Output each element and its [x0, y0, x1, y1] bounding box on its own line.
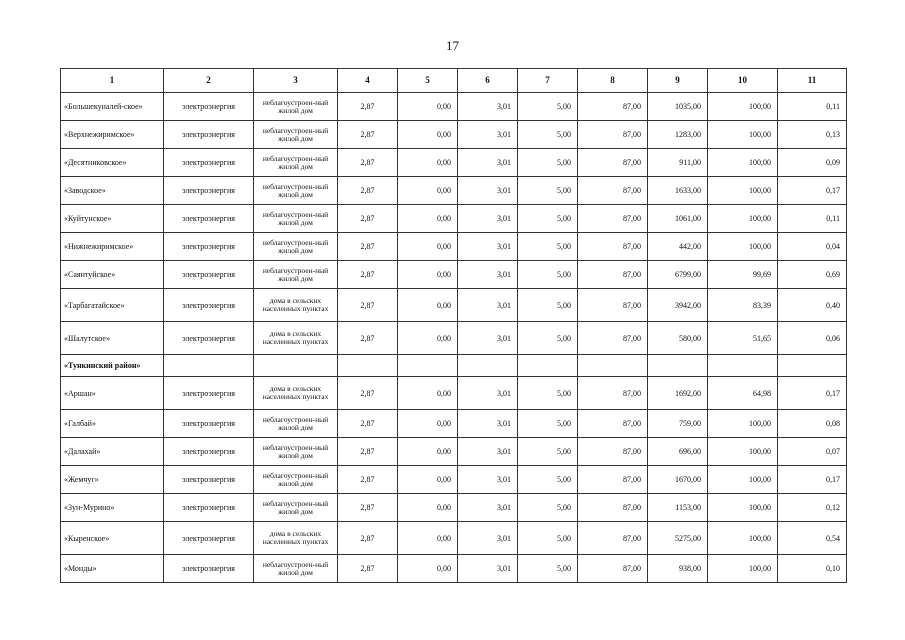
- value-cell-v7: 5,00: [518, 261, 578, 289]
- housing-type-cell: неблагоустроен-ный жилой дом: [254, 121, 338, 149]
- value-cell-v7: 5,00: [518, 205, 578, 233]
- value-cell-v5: 0,00: [398, 149, 458, 177]
- value-cell-v8: 87,00: [578, 205, 648, 233]
- value-cell-v5: 0,00: [398, 522, 458, 555]
- value-cell-v5: 0,00: [398, 494, 458, 522]
- value-cell-v5: 0,00: [398, 121, 458, 149]
- value-cell-v6: 3,01: [458, 410, 518, 438]
- value-cell-v8: 87,00: [578, 149, 648, 177]
- value-cell-v8: 87,00: [578, 121, 648, 149]
- resource-cell: электроэнергия: [164, 261, 254, 289]
- value-cell-v7: 5,00: [518, 410, 578, 438]
- value-cell-v10: 100,00: [708, 522, 778, 555]
- empty-cell: [708, 355, 778, 377]
- housing-type-cell: неблагоустроен-ный жилой дом: [254, 494, 338, 522]
- housing-type-cell: неблагоустроен-ный жилой дом: [254, 233, 338, 261]
- value-cell-v10: 100,00: [708, 177, 778, 205]
- value-cell-v9: 696,00: [648, 438, 708, 466]
- value-cell-v9: 1061,00: [648, 205, 708, 233]
- table-row: [61, 233, 847, 261]
- column-header: 8: [578, 69, 648, 93]
- value-cell-v5: 0,00: [398, 555, 458, 583]
- settlement-cell: «Зун-Мурино»: [61, 494, 164, 522]
- value-cell-v11: 0,13: [778, 121, 847, 149]
- value-cell-v9: 911,00: [648, 149, 708, 177]
- section-title: «Тункинский район»: [61, 355, 164, 377]
- value-cell-v5: 0,00: [398, 289, 458, 322]
- housing-type-cell: неблагоустроен-ный жилой дом: [254, 149, 338, 177]
- value-cell-v8: 87,00: [578, 289, 648, 322]
- value-cell-v4: 2,87: [338, 289, 398, 322]
- resource-cell: электроэнергия: [164, 410, 254, 438]
- empty-cell: [458, 355, 518, 377]
- value-cell-v7: 5,00: [518, 555, 578, 583]
- value-cell-v5: 0,00: [398, 261, 458, 289]
- value-cell-v8: 87,00: [578, 522, 648, 555]
- value-cell-v8: 87,00: [578, 466, 648, 494]
- table-row: [61, 494, 847, 522]
- settlement-cell: «Галбай»: [61, 410, 164, 438]
- value-cell-v11: 0,11: [778, 93, 847, 121]
- value-cell-v11: 0,40: [778, 289, 847, 322]
- resource-cell: электроэнергия: [164, 377, 254, 410]
- value-cell-v11: 0,04: [778, 233, 847, 261]
- settlement-cell: «Десятниковское»: [61, 149, 164, 177]
- housing-type-cell: дома в сельских населенных пунктах: [254, 377, 338, 410]
- value-cell-v8: 87,00: [578, 177, 648, 205]
- housing-type-cell: дома в сельских населенных пунктах: [254, 289, 338, 322]
- housing-type-cell: неблагоустроен-ный жилой дом: [254, 438, 338, 466]
- value-cell-v9: 1035,00: [648, 93, 708, 121]
- settlement-cell: «Далахай»: [61, 438, 164, 466]
- value-cell-v10: 51,65: [708, 322, 778, 355]
- value-cell-v7: 5,00: [518, 522, 578, 555]
- housing-type-cell: неблагоустроен-ный жилой дом: [254, 177, 338, 205]
- value-cell-v10: 100,00: [708, 466, 778, 494]
- value-cell-v8: 87,00: [578, 377, 648, 410]
- value-cell-v5: 0,00: [398, 322, 458, 355]
- value-cell-v7: 5,00: [518, 177, 578, 205]
- housing-type-cell: неблагоустроен-ный жилой дом: [254, 205, 338, 233]
- value-cell-v10: 64,98: [708, 377, 778, 410]
- column-header: 9: [648, 69, 708, 93]
- value-cell-v7: 5,00: [518, 377, 578, 410]
- column-header: 5: [398, 69, 458, 93]
- resource-cell: электроэнергия: [164, 522, 254, 555]
- value-cell-v9: 3942,00: [648, 289, 708, 322]
- table-row: [61, 522, 847, 555]
- empty-cell: [164, 355, 254, 377]
- housing-type-cell: дома в сельских населенных пунктах: [254, 522, 338, 555]
- resource-cell: электроэнергия: [164, 205, 254, 233]
- value-cell-v5: 0,00: [398, 177, 458, 205]
- resource-cell: электроэнергия: [164, 322, 254, 355]
- value-cell-v6: 3,01: [458, 438, 518, 466]
- empty-cell: [648, 355, 708, 377]
- resource-cell: электроэнергия: [164, 494, 254, 522]
- value-cell-v10: 99,69: [708, 261, 778, 289]
- value-cell-v8: 87,00: [578, 93, 648, 121]
- value-cell-v5: 0,00: [398, 377, 458, 410]
- value-cell-v6: 3,01: [458, 177, 518, 205]
- value-cell-v6: 3,01: [458, 289, 518, 322]
- value-cell-v4: 2,87: [338, 466, 398, 494]
- housing-type-cell: неблагоустроен-ный жилой дом: [254, 555, 338, 583]
- value-cell-v4: 2,87: [338, 177, 398, 205]
- empty-cell: [254, 355, 338, 377]
- value-cell-v10: 100,00: [708, 205, 778, 233]
- settlement-cell: «Куйтунское»: [61, 205, 164, 233]
- table-row: [61, 121, 847, 149]
- value-cell-v8: 87,00: [578, 438, 648, 466]
- value-cell-v4: 2,87: [338, 322, 398, 355]
- value-cell-v5: 0,00: [398, 438, 458, 466]
- column-header: 2: [164, 69, 254, 93]
- empty-cell: [518, 355, 578, 377]
- value-cell-v7: 5,00: [518, 121, 578, 149]
- housing-type-cell: неблагоустроен-ный жилой дом: [254, 93, 338, 121]
- settlement-cell: «Кыренское»: [61, 522, 164, 555]
- resource-cell: электроэнергия: [164, 121, 254, 149]
- value-cell-v4: 2,87: [338, 205, 398, 233]
- value-cell-v7: 5,00: [518, 149, 578, 177]
- value-cell-v4: 2,87: [338, 410, 398, 438]
- value-cell-v4: 2,87: [338, 93, 398, 121]
- resource-cell: электроэнергия: [164, 438, 254, 466]
- settlement-cell: «Шалутское»: [61, 322, 164, 355]
- value-cell-v9: 1153,00: [648, 494, 708, 522]
- value-cell-v10: 100,00: [708, 233, 778, 261]
- value-cell-v6: 3,01: [458, 93, 518, 121]
- value-cell-v8: 87,00: [578, 261, 648, 289]
- value-cell-v10: 100,00: [708, 410, 778, 438]
- resource-cell: электроэнергия: [164, 289, 254, 322]
- settlement-cell: «Монды»: [61, 555, 164, 583]
- value-cell-v9: 442,00: [648, 233, 708, 261]
- value-cell-v7: 5,00: [518, 438, 578, 466]
- value-cell-v5: 0,00: [398, 233, 458, 261]
- value-cell-v10: 100,00: [708, 149, 778, 177]
- value-cell-v11: 0,17: [778, 466, 847, 494]
- value-cell-v4: 2,87: [338, 438, 398, 466]
- value-cell-v5: 0,00: [398, 410, 458, 438]
- empty-cell: [338, 355, 398, 377]
- table-row: [61, 555, 847, 583]
- value-cell-v5: 0,00: [398, 93, 458, 121]
- header-row: [61, 69, 847, 93]
- column-header: 1: [61, 69, 164, 93]
- value-cell-v6: 3,01: [458, 233, 518, 261]
- column-header: 6: [458, 69, 518, 93]
- table-row: [61, 410, 847, 438]
- table-row: [61, 289, 847, 322]
- empty-cell: [578, 355, 648, 377]
- table-row: [61, 149, 847, 177]
- settlement-cell: «Верхнежиримское»: [61, 121, 164, 149]
- resource-cell: электроэнергия: [164, 555, 254, 583]
- value-cell-v11: 0,17: [778, 377, 847, 410]
- value-cell-v9: 580,00: [648, 322, 708, 355]
- settlement-cell: «Аршан»: [61, 377, 164, 410]
- value-cell-v6: 3,01: [458, 555, 518, 583]
- value-cell-v8: 87,00: [578, 322, 648, 355]
- column-header: 4: [338, 69, 398, 93]
- value-cell-v6: 3,01: [458, 466, 518, 494]
- value-cell-v7: 5,00: [518, 93, 578, 121]
- settlement-cell: «Заводское»: [61, 177, 164, 205]
- settlement-cell: «Тарбагатайское»: [61, 289, 164, 322]
- value-cell-v4: 2,87: [338, 149, 398, 177]
- housing-type-cell: дома в сельских населенных пунктах: [254, 322, 338, 355]
- value-cell-v9: 759,00: [648, 410, 708, 438]
- value-cell-v8: 87,00: [578, 555, 648, 583]
- settlement-cell: «Саянтуйское»: [61, 261, 164, 289]
- value-cell-v9: 1692,00: [648, 377, 708, 410]
- table-row: [61, 466, 847, 494]
- value-cell-v4: 2,87: [338, 494, 398, 522]
- value-cell-v6: 3,01: [458, 377, 518, 410]
- table-row: [61, 261, 847, 289]
- value-cell-v7: 5,00: [518, 494, 578, 522]
- value-cell-v5: 0,00: [398, 466, 458, 494]
- table-row: [61, 205, 847, 233]
- value-cell-v7: 5,00: [518, 466, 578, 494]
- column-header: 11: [778, 69, 847, 93]
- value-cell-v6: 3,01: [458, 149, 518, 177]
- housing-type-cell: неблагоустроен-ный жилой дом: [254, 261, 338, 289]
- value-cell-v11: 0,10: [778, 555, 847, 583]
- value-cell-v11: 0,54: [778, 522, 847, 555]
- value-cell-v11: 0,11: [778, 205, 847, 233]
- value-cell-v9: 1633,00: [648, 177, 708, 205]
- value-cell-v10: 100,00: [708, 93, 778, 121]
- value-cell-v9: 5275,00: [648, 522, 708, 555]
- value-cell-v10: 100,00: [708, 121, 778, 149]
- settlement-cell: «Нижнежиримское»: [61, 233, 164, 261]
- column-header: 7: [518, 69, 578, 93]
- value-cell-v4: 2,87: [338, 555, 398, 583]
- resource-cell: электроэнергия: [164, 149, 254, 177]
- column-header: 3: [254, 69, 338, 93]
- value-cell-v4: 2,87: [338, 377, 398, 410]
- value-cell-v11: 0,09: [778, 149, 847, 177]
- value-cell-v10: 100,00: [708, 438, 778, 466]
- value-cell-v4: 2,87: [338, 261, 398, 289]
- resource-cell: электроэнергия: [164, 466, 254, 494]
- settlement-cell: «Большекуналей-ское»: [61, 93, 164, 121]
- settlement-cell: «Жемчуг»: [61, 466, 164, 494]
- value-cell-v6: 3,01: [458, 205, 518, 233]
- value-cell-v4: 2,87: [338, 522, 398, 555]
- table-body: [61, 93, 847, 583]
- value-cell-v10: 100,00: [708, 555, 778, 583]
- value-cell-v10: 83,39: [708, 289, 778, 322]
- value-cell-v8: 87,00: [578, 494, 648, 522]
- empty-cell: [778, 355, 847, 377]
- data-table: [60, 68, 847, 583]
- value-cell-v4: 2,87: [338, 233, 398, 261]
- value-cell-v6: 3,01: [458, 261, 518, 289]
- value-cell-v7: 5,00: [518, 233, 578, 261]
- column-header: 10: [708, 69, 778, 93]
- resource-cell: электроэнергия: [164, 233, 254, 261]
- value-cell-v5: 0,00: [398, 205, 458, 233]
- value-cell-v7: 5,00: [518, 322, 578, 355]
- table-row: [61, 322, 847, 355]
- value-cell-v11: 0,17: [778, 177, 847, 205]
- value-cell-v4: 2,87: [338, 121, 398, 149]
- value-cell-v9: 6799,00: [648, 261, 708, 289]
- table-section-row: [61, 355, 847, 377]
- resource-cell: электроэнергия: [164, 177, 254, 205]
- table-row: [61, 177, 847, 205]
- value-cell-v7: 5,00: [518, 289, 578, 322]
- housing-type-cell: неблагоустроен-ный жилой дом: [254, 410, 338, 438]
- value-cell-v8: 87,00: [578, 410, 648, 438]
- value-cell-v9: 938,00: [648, 555, 708, 583]
- value-cell-v9: 1283,00: [648, 121, 708, 149]
- value-cell-v11: 0,12: [778, 494, 847, 522]
- value-cell-v6: 3,01: [458, 494, 518, 522]
- value-cell-v8: 87,00: [578, 233, 648, 261]
- value-cell-v6: 3,01: [458, 522, 518, 555]
- value-cell-v11: 0,06: [778, 322, 847, 355]
- table-row: [61, 93, 847, 121]
- value-cell-v11: 0,08: [778, 410, 847, 438]
- resource-cell: электроэнергия: [164, 93, 254, 121]
- value-cell-v11: 0,07: [778, 438, 847, 466]
- page-number: 17: [446, 38, 459, 53]
- empty-cell: [398, 355, 458, 377]
- value-cell-v6: 3,01: [458, 322, 518, 355]
- value-cell-v10: 100,00: [708, 494, 778, 522]
- value-cell-v6: 3,01: [458, 121, 518, 149]
- housing-type-cell: неблагоустроен-ный жилой дом: [254, 466, 338, 494]
- value-cell-v11: 0,69: [778, 261, 847, 289]
- table-row: [61, 438, 847, 466]
- table-row: [61, 377, 847, 410]
- value-cell-v9: 1670,00: [648, 466, 708, 494]
